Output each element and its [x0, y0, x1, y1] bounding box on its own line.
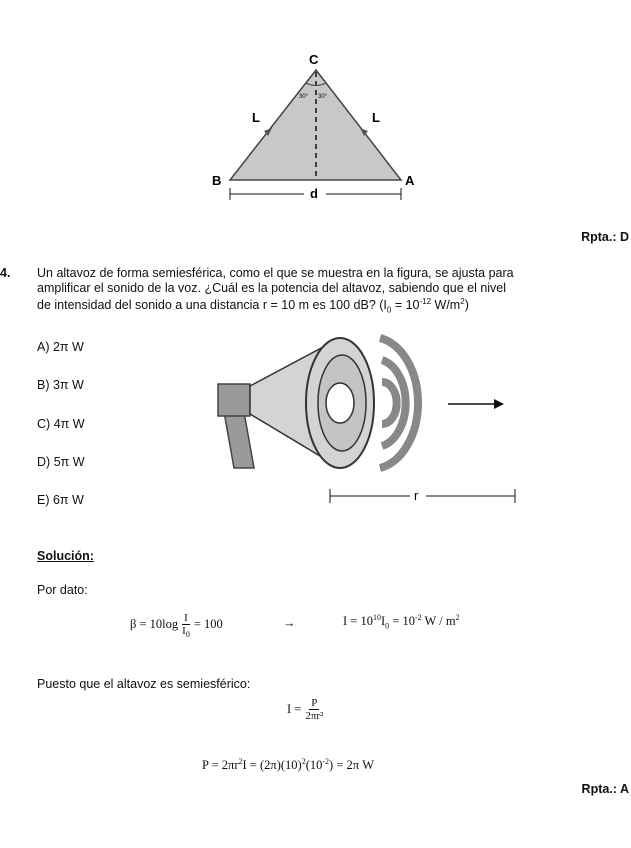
answer-bottom: Rpta.: A	[581, 782, 629, 796]
eq3-fraction: $\frac{P}{\text{2πr²}}$	[305, 697, 324, 722]
option-c[interactable]: C) 4π W	[37, 417, 85, 431]
solution-heading: Solución:	[37, 549, 94, 563]
option-b[interactable]: B) 3π W	[37, 378, 84, 392]
loudspeaker-figure	[210, 330, 530, 515]
base-label: d	[310, 186, 318, 201]
equation-4: $P = 2\pi r^2I = (2\pi)(10)^2(10^{-2}) = 2\pi$ W	[202, 756, 374, 772]
problem-line-2: amplificar el sonido de la voz. ¿Cuál es la potencia del altavoz, sabiendo que el nivel	[37, 281, 507, 295]
answer-top: Rpta.: D	[581, 230, 629, 244]
option-d[interactable]: D) 5π W	[37, 455, 85, 469]
side-right-label: L	[372, 110, 380, 125]
problem-line-1: Un altavoz de forma semiesférica, como el que se muestra en la figura, se ajusta para	[37, 266, 514, 280]
puesto-text: Puesto que el altavoz es semiesférico:	[37, 677, 251, 691]
speaker-center-icon	[326, 383, 354, 423]
por-dato: Por dato:	[37, 583, 88, 597]
option-a[interactable]: A) 2π W	[37, 340, 84, 354]
problem-number: 4.	[0, 266, 11, 280]
option-e[interactable]: E) 6π W	[37, 493, 84, 507]
angle-right-label: 30°	[318, 94, 328, 100]
speaker-back-icon	[218, 384, 250, 416]
vertex-c-label: C	[309, 52, 319, 67]
side-left-label: L	[252, 110, 260, 125]
triangle-figure	[200, 48, 430, 208]
sound-wave-small-icon	[382, 382, 397, 424]
eq1-fraction: $\frac{I}{I_0}$	[182, 612, 190, 640]
handle-icon	[224, 412, 254, 468]
direction-arrow-icon	[494, 399, 504, 409]
angle-left-label: 30°	[299, 94, 309, 100]
equation-1: β = 10log $\frac{I}{I_0}$ = 100	[130, 612, 223, 640]
equation-3: I = $\frac{P}{\text{2πr²}}$	[287, 697, 324, 722]
vertex-b-label: B	[212, 173, 222, 188]
vertex-a-label: A	[405, 173, 415, 188]
equation-2: $I = 10^{10}I_0 = 10^{-2}$ W / $m^2$	[343, 612, 460, 631]
distance-label: r	[414, 488, 419, 503]
equation-arrow: →	[283, 616, 296, 630]
problem-line-3: de intensidad del sonido a una distancia r = 10 m es 100 dB? ($I_0 = 10^{-12}$ $W/m^2$)	[37, 296, 469, 315]
